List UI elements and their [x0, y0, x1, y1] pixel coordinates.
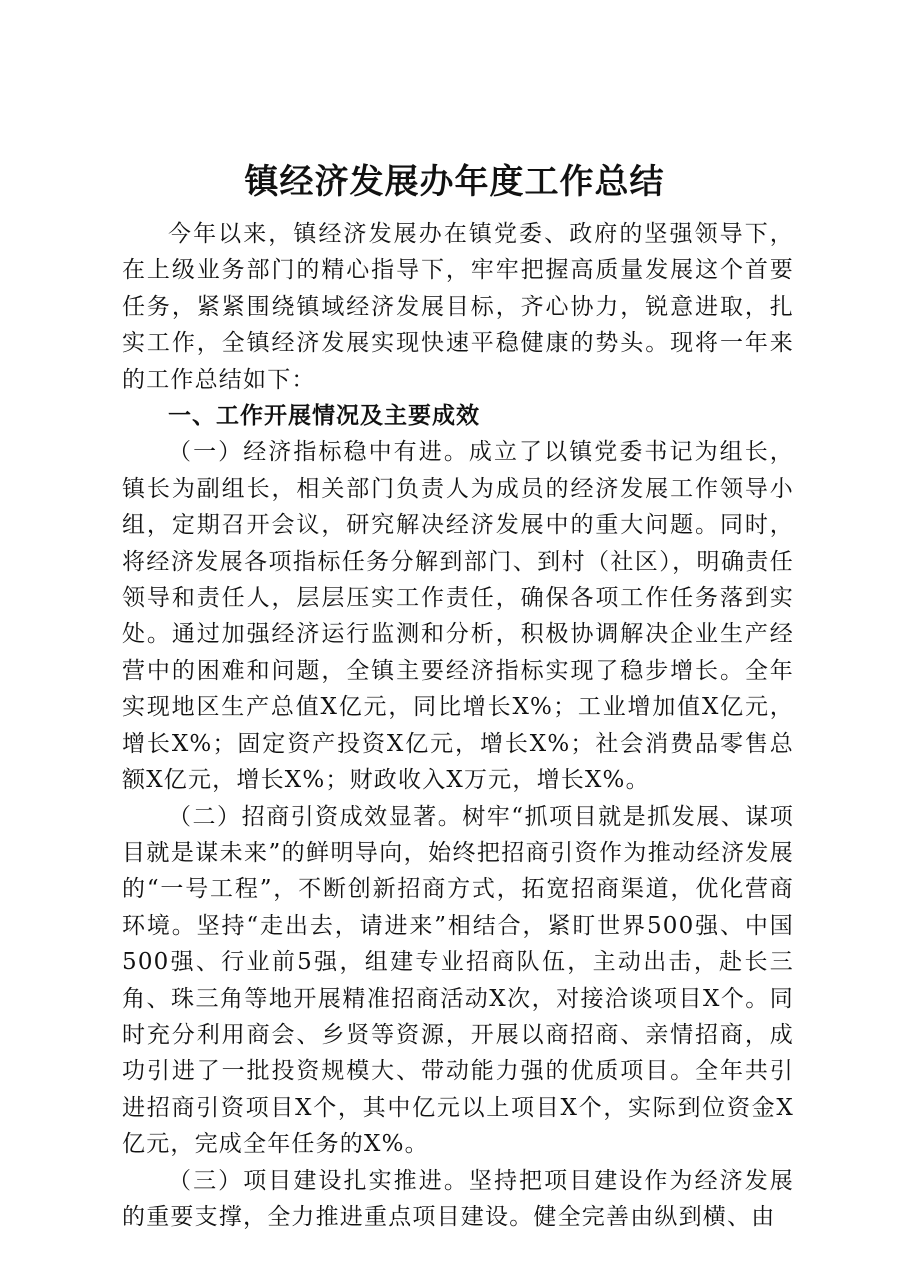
- item-lead: （三）项目建设扎实推进。: [168, 1167, 469, 1194]
- item-lead: （二）招商引资成效显著。: [168, 803, 463, 830]
- item-text: 坚持把项目建设作为经济发展的重要支撑，全力推进重点项目建设。健全完善由纵到横、由: [122, 1167, 794, 1230]
- item-paragraph-economic-indicators: [122, 434, 794, 798]
- document-body: [122, 216, 794, 1235]
- intro-paragraph: 今年以来，镇经济发展办在镇党委、政府的坚强领导下，在上级业务部门的精心指导下，牢牢把握高质量发展这个首要任务，紧紧围绕镇域经济发展目标，齐心协力，锐意进取，扎实工作，全镇经济发展实现快速平稳健康的势头。现将一年来的工作总结如下：: [122, 221, 794, 393]
- item-paragraph-investment: [122, 799, 794, 1163]
- item-lead: （一）经济指标稳中有进。: [168, 439, 469, 466]
- section-heading: 一、工作开展情况及主要成效: [168, 403, 480, 430]
- item-text: 成立了以镇党委书记为组长，镇长为副组长，相关部门负责人为成员的经济发展工作领导小组，定期召开会议，研究解决经济发展中的重大问题。同时，将经济发展各项指标任务分解到部门、到村（社区），明确责任领导和责任人，层层压实工作责任，确保各项工作任务落到实处。通过加强经济运行监测和分析，积极协调解决企业生产经营中的困难和问题，全镇主要经济指标实现了稳步增长。全年实现地区生产总值X亿元，同比增长X%；工业增加值X亿元，增长X%；固定资产投资X亿元，增长X%；社会消费品零售总额X亿元，增长X%；财政收入X万元，增长X%。: [122, 439, 794, 794]
- document-title: 镇经济发展办年度工作总结: [244, 162, 665, 202]
- item-text: 树牢“抓项目就是抓发展、谋项目就是谋未来”的鲜明导向，始终把招商引资作为推动经济发展的“一号工程”，不断创新招商方式，拓宽招商渠道，优化营商环境。坚持“走出去，请进来”相结合，紧盯世界500强、中国500强、行业前5强，组建专业招商队伍，主动出击，赴长三角、珠三角等地开展精准招商活动X次，对接洽谈项目X个。同时充分利用商会、乡贤等资源，开展以商招商、亲情招商，成功引进了一批投资规模大、带动能力强的优质项目。全年共引进招商引资项目X个，其中亿元以上项目X个，实际到位资金X亿元，完成全年任务的X%。: [122, 803, 795, 1158]
- item-paragraph-project-construction: [122, 1163, 794, 1236]
